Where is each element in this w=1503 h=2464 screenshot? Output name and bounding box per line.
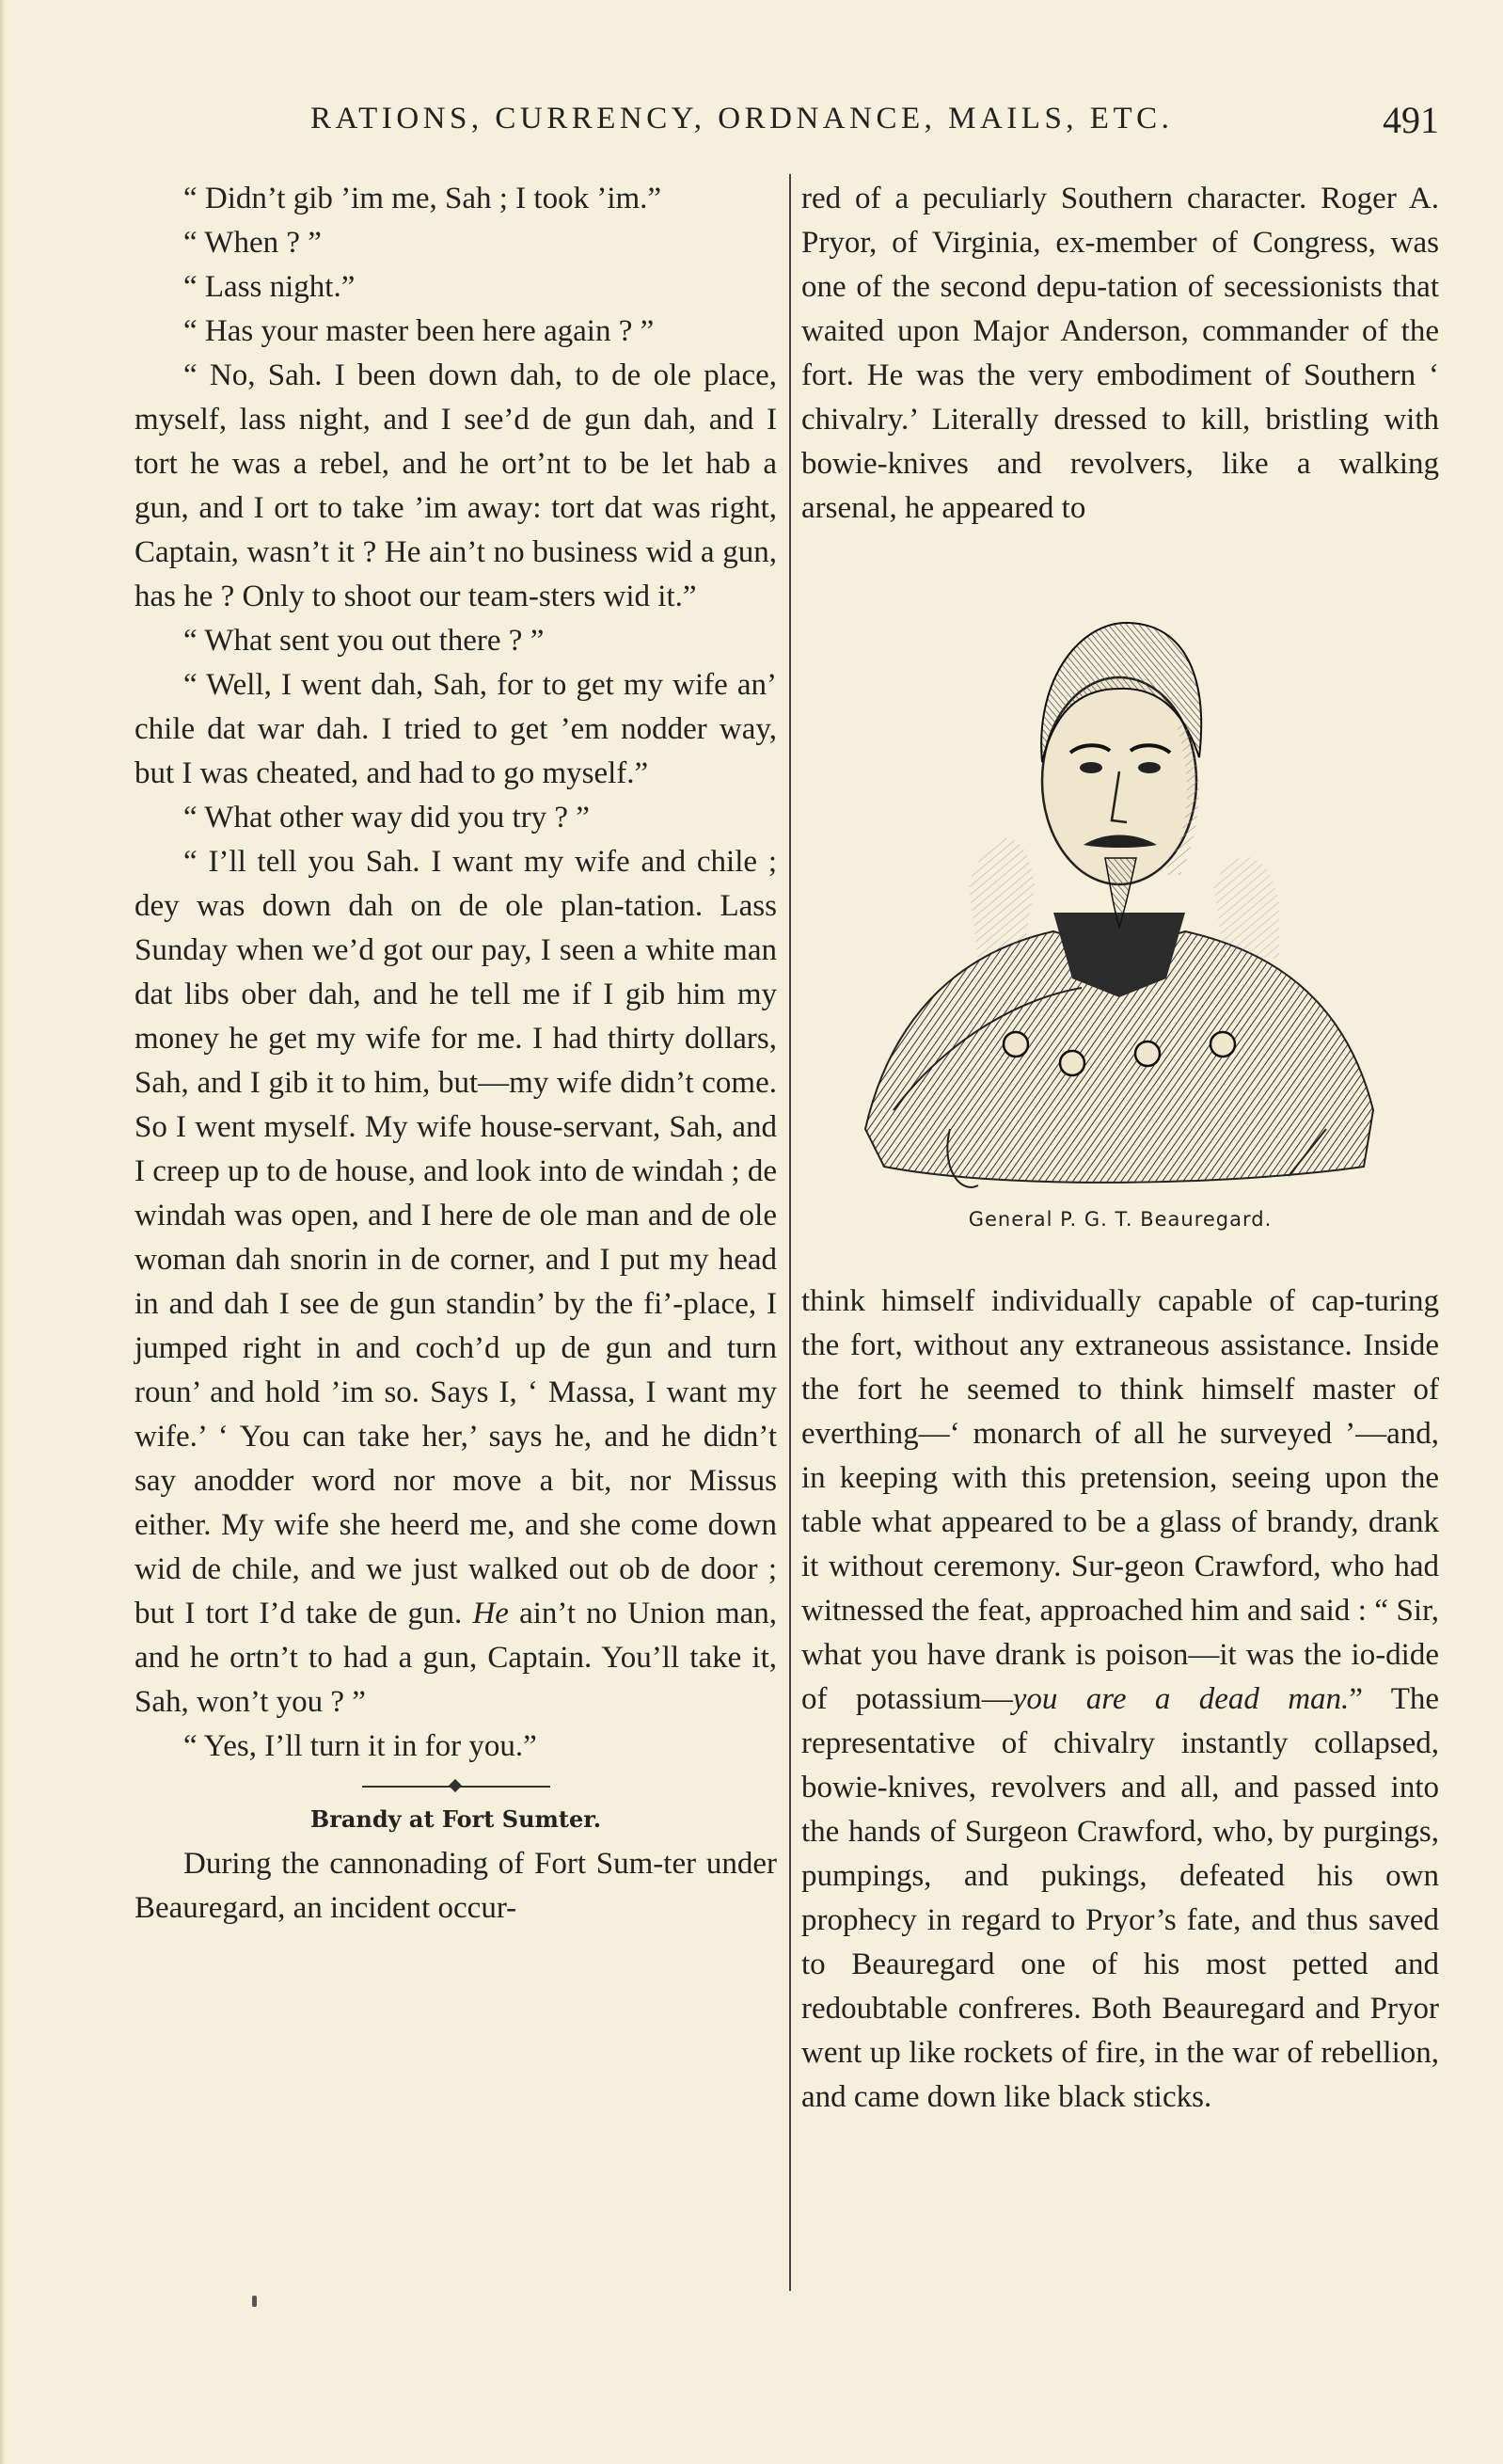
paragraph: red of a peculiarly Southern character. Roger A. Pryor, of Virginia, ex-member of Congress, was one of the second depu-tation of secessionists that waited upon Major Anderson, commander of the fort. He was the very embodiment of Southern ‘ chivalry.’ Literally dressed to kill, bristling with bowie-knives and revolvers, like a walking arsenal, he appeared to [801,182,1439,525]
right-column-bottom [801,1280,1439,2120]
paragraph: “ No, Sah. I been down dah, to de ole place, myself, lass night, and I see’d de gun dah, and I tort he was a rebel, and he ort’nt to be let hab a gun, and I ort to take ’im away: tort dat was right, Captain, wasn’t it ? He ain’t no business wid a gun, has he ? Only to shoot our team-sters wid it.” [134,358,777,613]
dialogue-line: “ Didn’t gib ’im me, Sah ; I took ’im.” [183,182,662,215]
column-rule [789,174,791,2291]
paragraph-text: think himself individually capable of cap-turing the fort, without any extraneous assistance. Inside the fort he seemed to think himself master of everthing—‘ monarch of all he surveyed ’—and, in keeping with this pretension, seeing upon the table what appeared to be a glass of brandy, drank it without ceremony. Sur-geon Crawford, who had witnessed the feat, approached him and said : “ Sir, what you have drank is poison—it was the io-dide of potassium— [801,1284,1439,1716]
dialogue-line: “ Has your master been here again ? ” [183,314,655,348]
paragraph [134,840,777,1725]
page-edge-shadow [0,0,6,2464]
paragraph [801,1280,1439,2120]
left-column [134,177,777,1931]
dialogue-line: “ What sent you out there ? ” [183,624,545,658]
italic-word: He [472,1597,509,1630]
portrait-caption: General P. G. T. Beauregard. [968,1208,1273,1231]
dialogue-line: “ What other way did you try ? ” [183,801,590,835]
paragraph-text: ain’t no Union man, and he ortn’t to had a gun, Captain. You’ll take it, Sah, won’t you ? ” [134,1597,778,1719]
italic-phrase: you are a dead man. [1012,1682,1350,1716]
paragraph: “ Well, I went dah, Sah, for to get my wife an’ chile dat war dah. I tried to get ’em nodder way, but I was cheated, and had to go myself.” [134,668,777,790]
section-heading: Brandy at Fort Sumter. [309,1805,602,1833]
page-number: 491 [1383,99,1439,141]
dialogue-line: “ Lass night.” [183,270,356,304]
section-separator [362,1778,550,1795]
paragraph: During the cannonading of Fort Sum-ter under Beauregard, an incident occur- [134,1847,777,1925]
portrait-engraving [837,602,1401,1204]
paragraph-text: “ I’ll tell you Sah. I want my wife and chile ; dey was down dah on de ole plan-tation. Lass Sunday when we’d got our pay, I seen a white man dat libs ober dah, and he tell me if I gib him my money he get my wife for me. I had thirty dollars, Sah, and I gib it to him, but—my wife didn’t come. So I went myself. My wife house-servant, Sah, and I creep up to de house, and look into de windah ; de windah was open, and I here de ole man and de ole woman dah snorin in de corner, and I put my head in and dah I see de gun standin’ by the fi’-place, I jumped right in and coch’d up de gun and turn roun’ and hold ’im so. Says I, ‘ Massa, I want my wife.’ ‘ You can take her,’ says he, and he didn’t say anodder word nor move a bit, nor Missus either. My wife she heerd me, and she come down wid de chile, and we just walked out ob de door ; but I tort I’d take de gun. [134,845,777,1630]
dialogue-line: “ Yes, I’ll turn it in for you.” [183,1729,537,1763]
paragraph-text: ” The representative of chivalry instantly collapsed, bowie-knives, revolvers and all, and passed into the hands of Surgeon Crawford, who, by purgings, pumpings, and pukings, defeated his own prophecy in regard to Pryor’s fate, and thus saved to Beauregard one of his most petted and redoubtable confreres. Both Beauregard and Pryor went up like rockets of fire, in the war of rebellion, and came down like black sticks. [801,1682,1440,2114]
separator-ornament [448,1779,461,1792]
running-head-title: RATIONS, CURRENCY, ORDNANCE, MAILS, ETC. [310,102,1174,135]
running-header [310,99,1439,149]
ink-speck [252,2296,257,2307]
dialogue-line: “ When ? ” [183,226,322,260]
right-column-top [801,177,1439,531]
